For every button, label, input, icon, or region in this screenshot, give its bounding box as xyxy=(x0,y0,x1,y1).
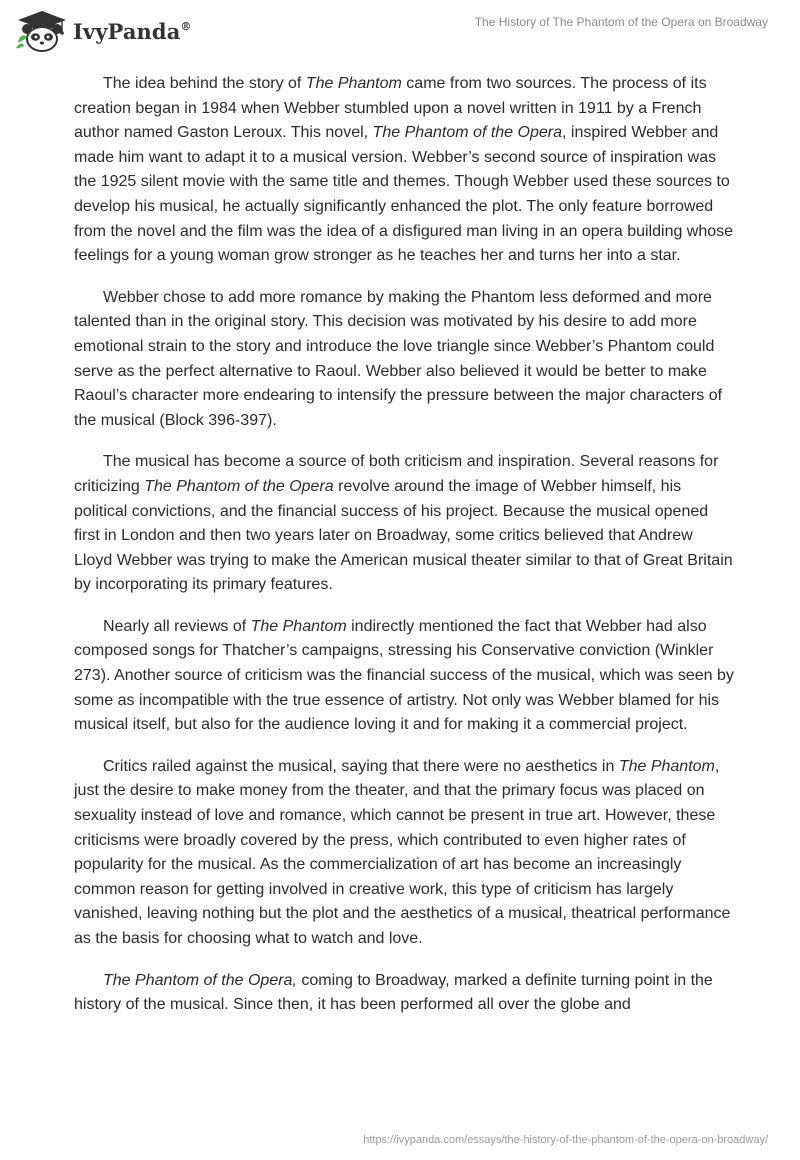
essay-body xyxy=(74,72,734,1035)
paragraph xyxy=(74,615,734,738)
paragraph-text: revolve around the image of Webber himself, his political convictions, and the financial success of his project. Because the musical opened first in London and then two years later on Broadway, some critics believed that Andrew Lloyd Webber was trying to make the American musical theater similar to that of Great Britain by incorporating its primary features. xyxy=(74,477,733,594)
document-title: The History of The Phantom of the Opera on Broadway xyxy=(474,15,768,29)
ivypanda-logo[interactable] xyxy=(12,8,192,54)
italic-title-text: The Phantom of the Opera xyxy=(144,477,334,495)
italic-title-text: The Phantom of the Opera xyxy=(372,124,562,142)
panda-graduate-icon xyxy=(12,8,70,54)
paragraph-text: Webber chose to add more romance by making the Phantom less deformed and more talented than in the original story. This decision was motivated by his desire to add more emotional strain to the story and introduce the love triangle since Webber’s Phantom could serve as the perfect alternative to Raoul. Webber also believed it would be better to make Raoul’s character more endearing to intensify the pressure between the major characters of the musical (Block 396-397). xyxy=(74,288,723,429)
paragraph xyxy=(74,755,734,952)
paragraph xyxy=(74,969,734,1018)
paragraph xyxy=(74,286,734,434)
italic-title-text: The Phantom xyxy=(250,617,347,635)
paragraph-text: coming to Broadway, marked a definite turning point in the history of the musical. Since then, it has been performed all over the globe and xyxy=(74,971,713,1014)
paragraph-text: The idea behind the story of xyxy=(103,75,306,92)
paragraph-text: , just the desire to make money from the theater, and that the primary focus was placed on sexuality instead of love and romance, which cannot be present in true art. However, these criticisms were broadly covered by the press, which contributed to even higher rates of popularity for the musical. As the commercialization of art has become an increasingly common reason for getting involved in creative work, this type of criticism has largely vanished, leaving nothing but the plot and the aesthetics of a musical, theatrical performance as the basis for choosing what to watch and love. xyxy=(74,757,731,947)
page-header xyxy=(0,0,800,62)
paragraph-text: Nearly all reviews of xyxy=(103,617,251,635)
italic-title-text: The Phantom xyxy=(618,757,715,775)
italic-title-text: The Phantom xyxy=(305,75,402,92)
paragraph-text: indirectly mentioned the fact that Webber had also composed songs for Thatcher’s campaigns, stressing his Conservative conviction (Winkler 273). Another source of criticism was the financial success of the musical, which was seen by some as incompatible with the true essence of artistry. Not only was Webber blamed for his musical itself, but also for the audience loving it and for making it a commercial project. xyxy=(74,617,734,734)
logo-wordmark: IvyPanda® xyxy=(73,18,192,44)
paragraph-text: Critics railed against the musical, saying that there were no aesthetics in xyxy=(103,757,619,775)
paragraph-text: , inspired Webber and made him want to adapt it to a musical version. Webber’s second source of inspiration was the 1925 silent movie with the same title and themes. Though Webber used these sources to develop his musical, he actually significantly enhanced the plot. The only feature borrowed from the novel and the film was the idea of a disfigured man living in an opera building whose feelings for a young woman grow stronger as he teaches her and turns her into a star. xyxy=(74,124,734,265)
italic-title-text: The Phantom of the Opera, xyxy=(103,971,297,989)
paragraph-text: The musical has become a source of both criticism and inspiration. Several reasons for criticizing xyxy=(74,453,719,495)
source-url[interactable]: https://ivypanda.com/essays/the-history-of-the-phantom-of-the-opera-on-broadway/ xyxy=(363,1134,768,1146)
paragraph-text: came from two sources. The process of its creation began in 1984 when Webber stumbled upon a novel written in 1911 by a French author named Gaston Leroux. This novel, xyxy=(74,75,707,142)
paragraph xyxy=(74,450,734,598)
paragraph xyxy=(74,72,734,269)
